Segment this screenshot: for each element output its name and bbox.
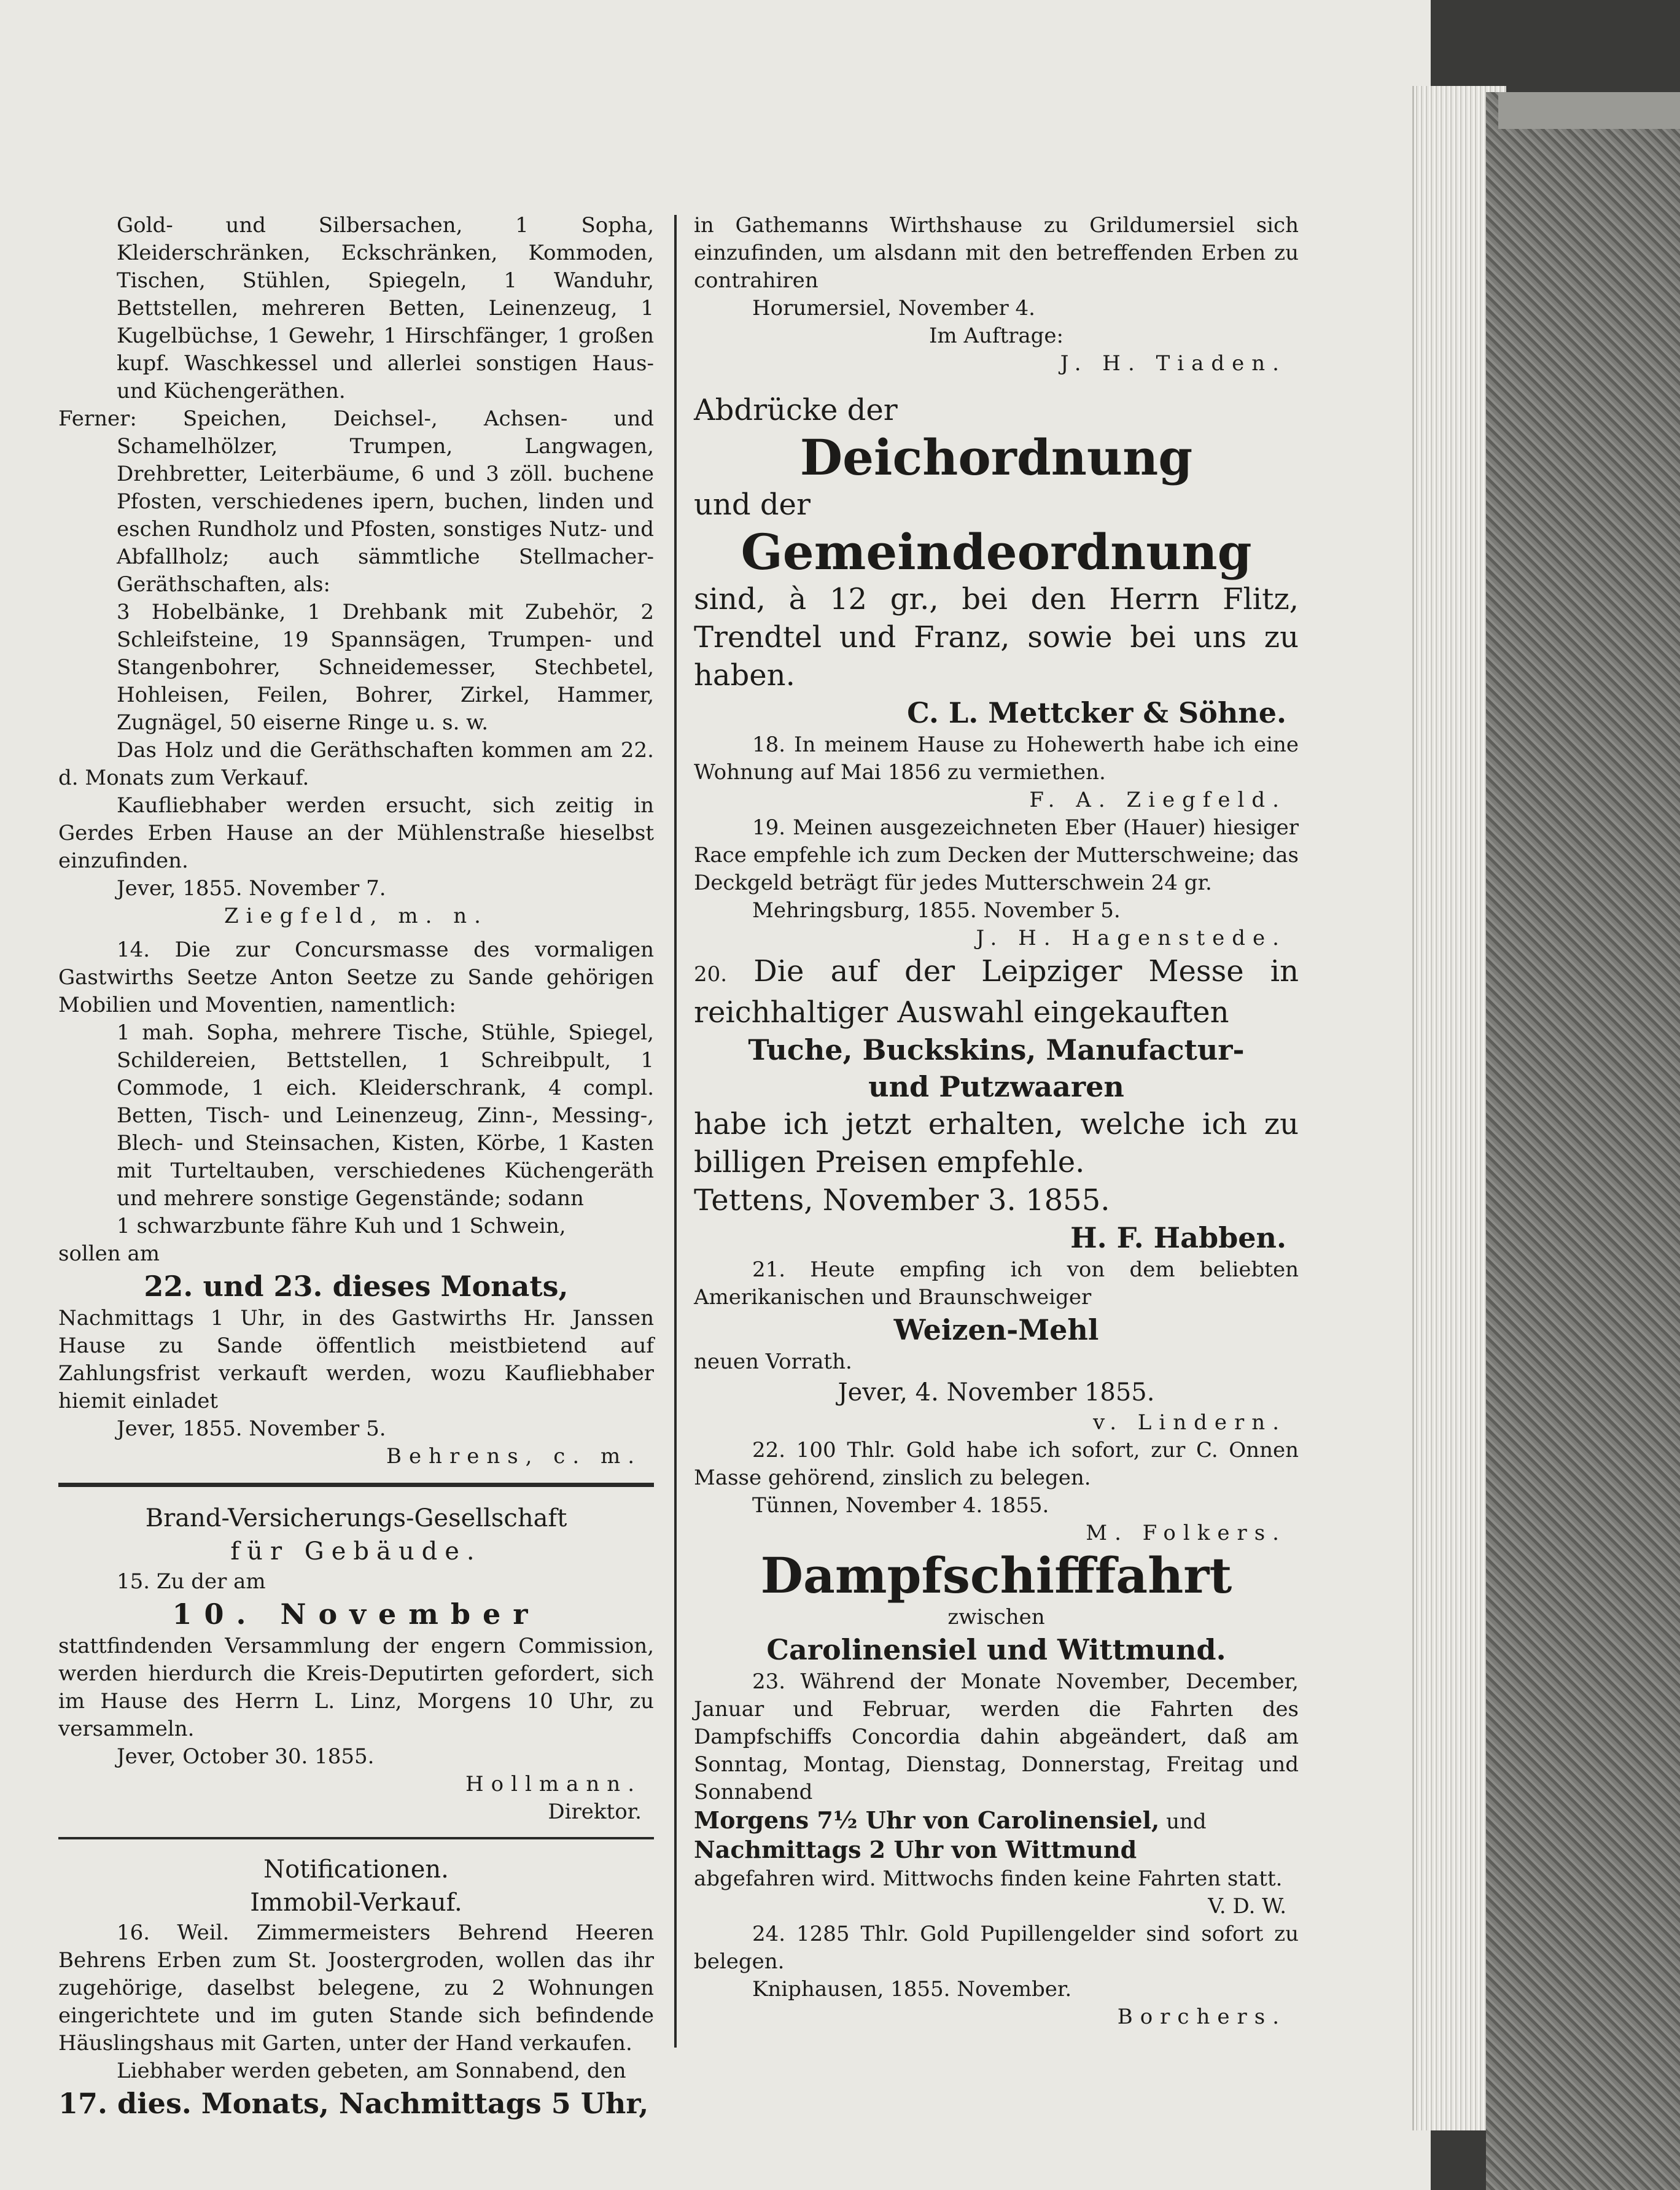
- ad14-place-date: Jever, 1855. November 5.: [117, 1416, 386, 1441]
- ad14-sollen: sollen am: [58, 1241, 160, 1266]
- auction-items: Gold- und Silbersachen, 1 Sopha, Kleiderschränken, Eckschränken, Kommoden, Tischen, Stühlen, Spiegeln, 1 Wanduhr, Bettstellen, mehreren Betten, Leinenzeug, 1 Kugelbüchse, 1 Gewehr, 1 Hirschfänger, 1 großen kupf. Waschkessel und allerlei sonstigen Haus- und Küchengeräthen.: [117, 213, 654, 403]
- ad21-body: 21. Heute empfing ich von dem beliebten Amerikanischen und Braunschweiger: [694, 1257, 1299, 1310]
- brand-title-line1: Brand-Versicherungs-Gesellschaft: [145, 1504, 567, 1532]
- ad20-body: [694, 952, 1299, 1031]
- notifications-heading: Notificationen.: [263, 1855, 449, 1884]
- ad20-place-date: Tettens, November 3. 1855.: [694, 1183, 1110, 1217]
- ad22-body: 22. 100 Thlr. Gold habe ich sofort, zur C. Onnen Masse gehörend, zinslich zu belegen.: [694, 1438, 1299, 1490]
- book-cover: [1486, 92, 1680, 2190]
- brand-date-heading: 10. November: [172, 1598, 540, 1631]
- ad24-signature: Borchers.: [1117, 2005, 1286, 2029]
- book-cover-top: [1498, 92, 1680, 129]
- ad20-signature: H. F. Habben.: [1070, 1221, 1286, 1254]
- ad22-place-date: Tünnen, November 4. 1855.: [752, 1493, 1049, 1518]
- ad14-intro: 14. Die zur Concursmasse des vormaligen Gastwirths Seetze Anton Seetze zu Sande gehörigen Mobilien und Moventien, namentlich:: [58, 938, 654, 1017]
- deich-title: Deichordnung: [799, 429, 1193, 486]
- ad23-und: und: [1166, 1809, 1207, 1834]
- ad23-time2: [694, 1836, 1299, 1865]
- ad23-time2-text: Nachmittags 2 Uhr von Wittmund: [694, 1836, 1137, 1863]
- brand-place-date: Jever, October 30. 1855.: [117, 1744, 375, 1769]
- ad14-body: Nachmittags 1 Uhr, in des Gastwirths Hr. Janssen Hause zu Sande öffentlich meistbietend auf Zahlungsfrist verkauft werden, wozu Kaufliebhaber hiemit einladet: [58, 1306, 654, 1413]
- ad21-place-date: Jever, 4. November 1855.: [838, 1378, 1155, 1407]
- ad20-goods-line2: und Putzwaaren: [868, 1070, 1124, 1103]
- ad14-items: 1 mah. Sopha, mehrere Tische, Stühle, Spiegel, Schildereien, Bettstellen, 1 Schreibpult, 1 Commode, 1 eich. Kleiderschrank, 4 compl. Betten, Tisch- und Leinenzeug, Zinn-, Messing-, Blech- und Steinsachen, Kisten, Körbe, 1 Kasten mit Turteltauben, verschiedenes Küchengeräth und mehrere sonstige Gegenstände; sodann: [117, 1020, 654, 1211]
- ad16-date-heading: 17. dies. Monats, Nachmittags 5 Uhr,: [58, 2087, 649, 2120]
- auction-signature: Ziegfeld, m. n.: [224, 904, 488, 928]
- ad19-signature: J. H. Hagenstede.: [976, 926, 1286, 950]
- dampf-zwischen: zwischen: [947, 1605, 1045, 1629]
- brand-body: stattfindenden Versammlung der engern Commission, werden hierdurch die Kreis-Deputirten gefordert, sich im Hause des Herrn L. Linz, Morgens 10 Uhr, zu versammeln.: [58, 1634, 654, 1741]
- brand-signature: Hollmann.: [465, 1772, 642, 1796]
- brand-intro: 15. Zu der am: [117, 1569, 266, 1594]
- ad14-signature: Behrens, c. m.: [386, 1444, 642, 1469]
- brand-signature-title: Direktor.: [548, 1800, 642, 1824]
- section-divider: [58, 1483, 654, 1487]
- ad24-place-date: Kniphausen, 1855. November.: [752, 1977, 1072, 2002]
- ad-continued-signature: J. H. Tiaden.: [1060, 351, 1286, 376]
- column-rule: [674, 215, 677, 2048]
- ad18-signature: F. A. Ziegfeld.: [1029, 788, 1286, 812]
- auction-place-date: Jever, 1855. November 7.: [117, 876, 386, 901]
- ad20-goods-line1: Tuche, Buckskins, Manufactur-: [748, 1033, 1245, 1066]
- auction-date-note: Das Holz und die Geräthschaften kommen am 22. d. Monats zum Verkauf.: [58, 738, 654, 790]
- deich-body: sind, à 12 gr., bei den Herrn Flitz, Trendtel und Franz, sowie bei uns zu haben.: [694, 582, 1299, 693]
- ad14-date-heading: 22. und 23. dieses Monats,: [144, 1270, 569, 1303]
- immobil-heading: Immobil-Verkauf.: [250, 1889, 462, 1917]
- left-column: [58, 212, 654, 2122]
- ad23-body2: abgefahren wird. Mittwochs finden keine Fahrten statt.: [694, 1866, 1283, 1891]
- brand-title-line2: für Gebäude.: [230, 1537, 482, 1566]
- ad20-text: Die auf der Leipziger Messe in reichhaltiger Auswahl eingekauften: [694, 954, 1299, 1030]
- ad20-body2: habe ich jetzt erhalten, welche ich zu billigen Preisen empfehle.: [694, 1107, 1299, 1179]
- ad-continued-auftrag: Im Auftrage:: [928, 324, 1064, 348]
- section-divider-2: [58, 1837, 654, 1839]
- ad21-body2: neuen Vorrath.: [694, 1349, 852, 1374]
- ad22-signature: M. Folkers.: [1086, 1521, 1286, 1545]
- ad20-number: 20.: [694, 962, 728, 987]
- deich-line1: Abdrücke der: [694, 393, 898, 427]
- gemeinde-title: Gemeindeordnung: [741, 523, 1252, 581]
- ad19-body: 19. Meinen ausgezeichneten Eber (Hauer) hiesiger Race empfehle ich zum Decken der Mutterschweine; das Deckgeld beträgt für jedes Mutterschwein 24 gr.: [694, 815, 1299, 895]
- deich-signature: C. L. Mettcker & Söhne.: [907, 696, 1286, 729]
- ad-continued-text: in Gathemanns Wirthshause zu Grildumersiel sich einzufinden, um alsdann mit den betreffenden Erben zu contrahiren: [694, 213, 1299, 293]
- ad23-time1-text: Morgens 7½ Uhr von Carolinensiel,: [694, 1806, 1160, 1834]
- right-column: [694, 212, 1299, 2031]
- deich-line3: und der: [694, 487, 811, 522]
- ad14-cattle: 1 schwarzbunte fähre Kuh und 1 Schwein,: [117, 1214, 566, 1238]
- dampf-title: Dampfschifffahrt: [760, 1547, 1232, 1604]
- ad24-body: 24. 1285 Thlr. Gold Pupillengelder sind sofort zu belegen.: [694, 1922, 1299, 1974]
- ad-continued-place: Horumersiel, November 4.: [752, 296, 1035, 320]
- ad23-time1: [694, 1806, 1299, 1836]
- ad23-signature: V. D. W.: [1208, 1894, 1286, 1919]
- ad23-body: 23. Während der Monate November, December, Januar und Februar, werden die Fahrten des Dampfschiffs Concordia dahin abgeändert, daß am Sonntag, Montag, Dienstag, Donnerstag, Freitag und Sonnabend: [694, 1669, 1299, 1804]
- ad19-place-date: Mehringsburg, 1855. November 5.: [752, 898, 1121, 923]
- auction-wood: Ferner: Speichen, Deichsel-, Achsen- und Schamelhölzer, Trumpen, Langwagen, Drehbretter, Leiterbäume, 6 und 3 zöll. buchene Pfosten, verschiedenes ipern, buchen, linden und eschen Rundholz und Pfosten, sonstiges Nutz- und Abfallholz; auch sämmtliche Stellmacher-Geräthschaften, als:: [58, 406, 654, 597]
- ad16-body2: Liebhaber werden gebeten, am Sonnabend, den: [117, 2059, 626, 2083]
- ad21-signature: v. Lindern.: [1093, 1410, 1286, 1435]
- ad18-body: 18. In meinem Hause zu Hohewerth habe ich eine Wohnung auf Mai 1856 zu vermiethen.: [694, 732, 1299, 785]
- ad16-body: 16. Weil. Zimmermeisters Behrend Heeren Behrens Erben zum St. Joostergroden, wollen das ihr zugehörige, daselbst belegene, zu 2 Wohnungen eingerichtete und im guten Stande sich befindende Häuslingshaus mit Garten, unter der Hand verkaufen.: [58, 1920, 654, 2056]
- ad21-product: Weizen-Mehl: [893, 1313, 1099, 1346]
- auction-invite: Kaufliebhaber werden ersucht, sich zeitig in Gerdes Erben Hause an der Mühlenstraße hieselbst einzufinden.: [58, 793, 654, 873]
- dampf-route: Carolinensiel und Wittmund.: [766, 1633, 1226, 1666]
- auction-tools: 3 Hobelbänke, 1 Drehbank mit Zubehör, 2 Schleifsteine, 19 Spannsägen, Trumpen- und Stangenbohrer, Schneidemesser, Stechbetel, Hohleisen, Feilen, Bohrer, Zirkel, Hammer, Zugnägel, 50 eiserne Ringe u. s. w.: [117, 600, 654, 735]
